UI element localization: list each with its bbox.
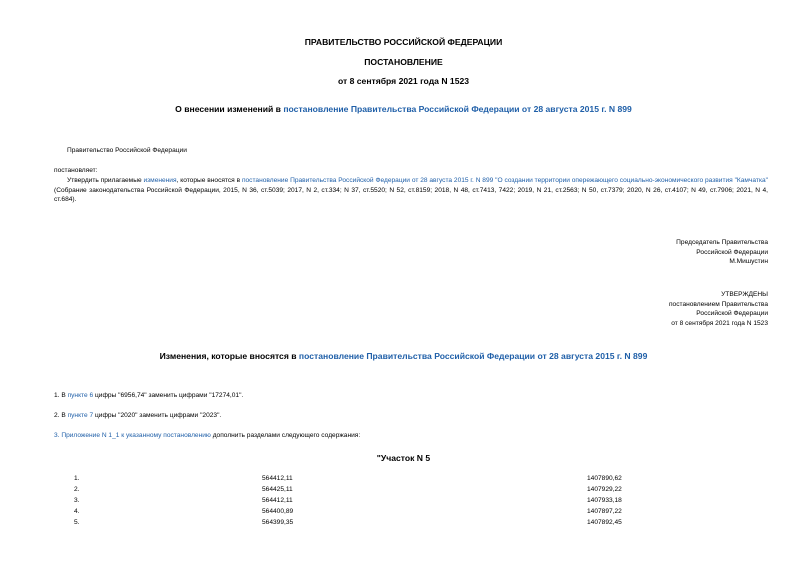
row-y: 1407890,62 <box>587 475 622 482</box>
appendix-link[interactable]: 3. Приложение N 1_1 к указанному постановлению <box>54 432 211 439</box>
changes-title-link[interactable]: постановление Правительства Российской Федерации от 28 августа 2015 г. N 899 <box>298 351 648 361</box>
signature-name: М.Мишустин <box>729 258 768 266</box>
row-number: 2. <box>74 486 80 493</box>
issuer: Правительство Российской Федерации <box>67 147 187 154</box>
signature-line-1: Председатель Правительства <box>676 239 768 246</box>
change-item-1-b: цифры "6956,74" заменить цифрами "17274,01". <box>93 392 244 399</box>
document-title <box>0 104 807 114</box>
row-number: 4. <box>74 508 80 515</box>
decree-899-link[interactable]: постановление Правительства Российской Федерации от 28 августа 2015 г. N 899 "О создании территории опережающего социально-экономического развития "Камчатка" <box>241 177 768 184</box>
approve-text-3: (Собрание законодательства Российской Федерации, 2015, N 36, ст.5039; 2017, N 2, ст.334; N 37, ст.5520; N 52, ст.8159; 2018, N 48, ст.7413, 7422; 2019, N 21, ст.2563; N 50, ст.7379; 2020, N 26, ст.4107; N 49, ст.7906; 2021, N 4, ст.684). <box>54 186 768 204</box>
decrees-word: постановляет: <box>54 167 98 174</box>
signature-line-2: Российской Федерации <box>696 248 768 256</box>
change-item-2 <box>54 411 221 421</box>
row-x: 564412,11 <box>262 497 293 504</box>
row-x: 564399,35 <box>262 519 294 526</box>
clause-7-link[interactable]: пункте 7 <box>67 412 94 419</box>
row-x: 564400,89 <box>262 508 294 515</box>
document-title-link[interactable]: постановление Правительства Российской Федерации от 28 августа 2015 г. N 899 <box>283 104 632 114</box>
table-row <box>54 508 654 518</box>
document-date-number: от 8 сентября 2021 года N 1523 <box>337 76 470 86</box>
document-type: ПОСТАНОВЛЕНИЕ <box>364 57 443 67</box>
approved-line-3: Российской Федерации <box>696 310 768 318</box>
row-y: 1407897,22 <box>587 508 622 515</box>
change-item-2-a: 2. В <box>54 412 68 419</box>
approve-text-1: Утвердить прилагаемые <box>67 177 144 184</box>
approve-text-2: , которые вносятся в <box>176 177 242 184</box>
row-y: 1407929,22 <box>587 486 622 493</box>
approved-line-2: постановлением Правительства <box>668 300 768 308</box>
document-title-prefix: О внесении изменений в <box>175 104 284 114</box>
table-row <box>54 497 654 507</box>
clause-6-link[interactable]: пункте 6 <box>67 392 94 399</box>
signature-block <box>676 238 768 267</box>
row-number: 3. <box>74 497 80 504</box>
change-item-1-a: 1. В <box>54 392 68 399</box>
row-number: 1. <box>74 475 80 482</box>
change-item-2-b: цифры "2020" заменить цифрами "2023". <box>93 412 222 419</box>
row-number: 5. <box>74 519 80 526</box>
row-y: 1407892,45 <box>587 519 622 526</box>
table-row <box>54 475 654 485</box>
changes-title-prefix: Изменения, которые вносятся в <box>159 351 299 361</box>
approved-line-1: УТВЕРЖДЕНЫ <box>721 291 768 298</box>
approve-paragraph <box>54 176 768 205</box>
change-item-1 <box>54 391 243 401</box>
row-x: 564425,11 <box>262 486 293 493</box>
changes-title <box>0 351 807 361</box>
section-title: "Участок N 5 <box>376 453 431 463</box>
table-row <box>54 519 654 529</box>
row-x: 564412,11 <box>262 475 293 482</box>
government-heading: ПРАВИТЕЛЬСТВО РОССИЙСКОЙ ФЕДЕРАЦИИ <box>304 37 503 47</box>
table-row <box>54 486 654 496</box>
approved-block <box>669 290 768 328</box>
changes-link[interactable]: изменения <box>143 177 177 184</box>
row-y: 1407933,18 <box>587 497 622 504</box>
change-item-3-b: дополнить разделами следующего содержания: <box>210 432 361 439</box>
approved-line-4: от 8 сентября 2021 года N 1523 <box>671 319 768 327</box>
change-item-3 <box>54 431 360 441</box>
